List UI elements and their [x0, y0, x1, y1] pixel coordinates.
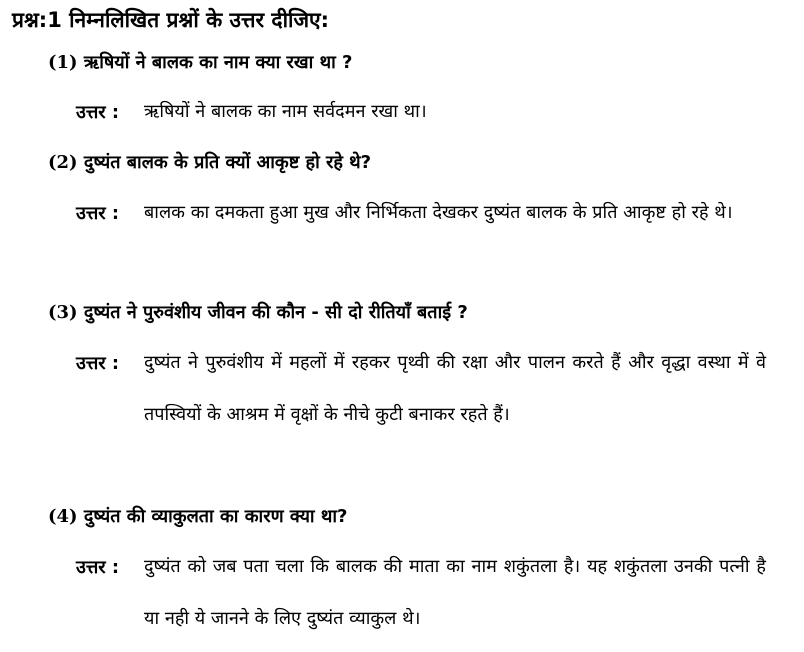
answer-text: दुष्यंत ने पुरुवंशीय में महलों में रहकर पृथ्वी की रक्षा और पालन करते हैं और वृद्धा वस्था में वे तपस्वियों के आश्रम में वृक्षों के नीचे कुटी बनाकर रहते हैं।	[144, 352, 766, 425]
question-number: (2)	[48, 152, 78, 173]
answer-label: उत्तर :	[76, 353, 120, 374]
question-4	[48, 504, 347, 528]
answer-2	[76, 201, 766, 239]
question-text: दुष्यंत की व्याकुलता का कारण क्या था?	[83, 506, 348, 527]
question-number: (4)	[48, 506, 78, 527]
question-text: ऋषियों ने बालक का नाम क्या रखा था ?	[83, 52, 353, 73]
answer-label: उत्तर :	[76, 102, 120, 123]
section-heading: प्रश्न:1 निम्नलिखित प्रश्नों के उत्तर दीजिए:	[12, 8, 330, 32]
answer-text: ऋषियों ने बालक का नाम सर्वदमन रखा था।	[144, 101, 427, 122]
answer-label: उत्तर :	[76, 203, 120, 224]
answer-text: दुष्यंत को जब पता चला कि बालक की माता का नाम शकुंतला है। यह शकुंतला उनकी पत्नी है या नही ये जानने के लिए दुष्यंत व्याकुल थे।	[144, 556, 766, 629]
answer-1	[76, 100, 766, 138]
question-number: (1)	[48, 52, 78, 73]
question-1	[48, 50, 352, 74]
question-text: दुष्यंत बालक के प्रति क्यों आकृष्ट हो रहे थे?	[83, 152, 372, 173]
answer-3	[76, 351, 766, 441]
question-3	[48, 300, 468, 324]
question-2	[48, 150, 371, 174]
question-text: दुष्यंत ने पुरुवंशीय जीवन की कौन - सी दो रीतियाँ बताई ?	[83, 302, 468, 323]
answer-label: उत्तर :	[76, 557, 120, 578]
answer-4	[76, 555, 766, 645]
question-number: (3)	[48, 302, 78, 323]
answer-text: बालक का दमकता हुआ मुख और निर्भिकता देखकर दुष्यंत बालक के प्रति आकृष्ट हो रहे थे।	[144, 202, 733, 223]
